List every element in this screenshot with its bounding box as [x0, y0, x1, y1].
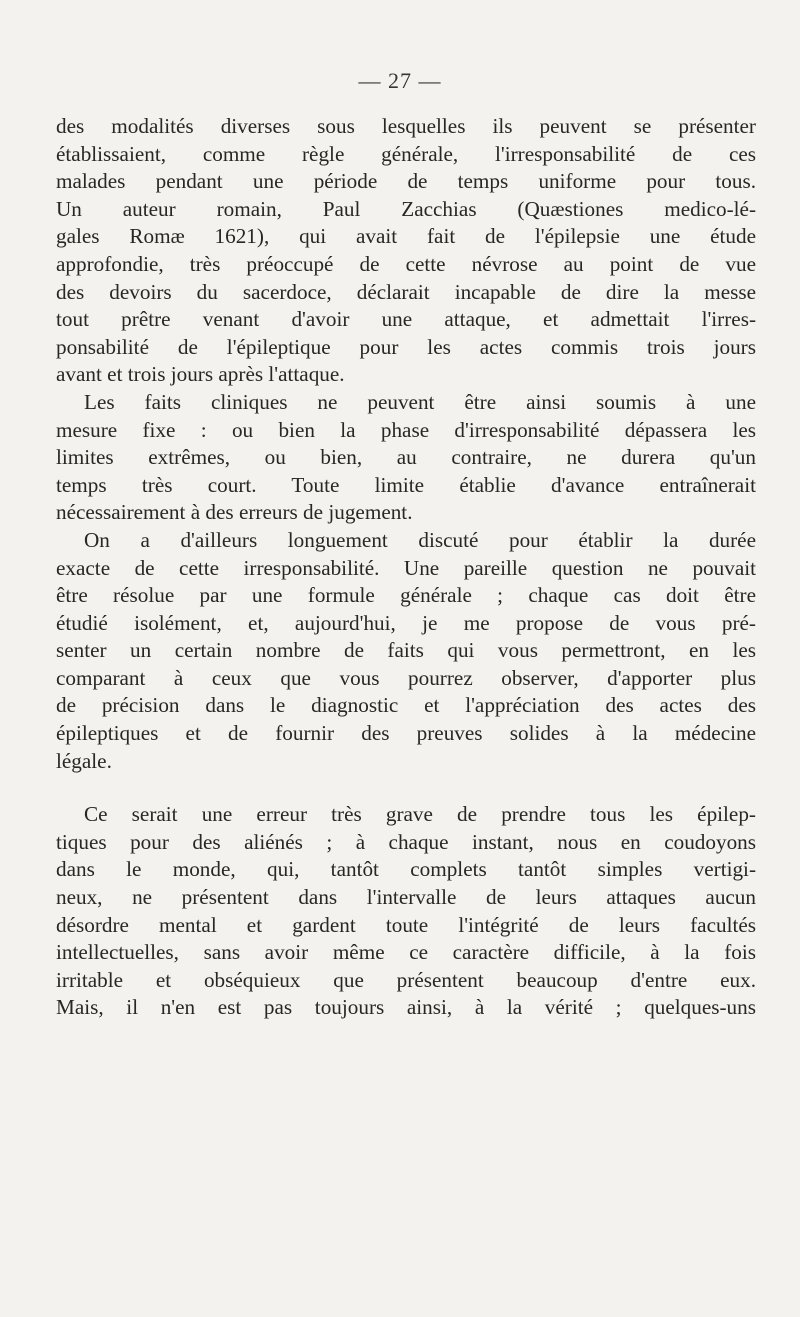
- text-line: des devoirs du sacerdoce, déclarait incapable de dire la messe: [56, 279, 756, 304]
- text-line: mesure fixe : ou bien la phase d'irresponsabilité dépassera les: [56, 417, 756, 442]
- text-line: approfondie, très préoccupé de cette névrose au point de vue: [56, 251, 756, 276]
- text-line: ponsabilité de l'épileptique pour les actes commis trois jours: [56, 334, 756, 359]
- text-line: légale.: [56, 748, 112, 773]
- paragraph-4: [56, 801, 756, 1022]
- text-line: avant et trois jours après l'attaque.: [56, 362, 345, 387]
- text-line: épileptiques et de fournir des preuves solides à la médecine: [56, 721, 756, 746]
- text-line: limites extrêmes, ou bien, au contraire, ne durera qu'un: [56, 445, 756, 470]
- text-line: comparant à ceux que vous pourrez observer, d'apporter plus: [56, 665, 756, 690]
- text-line: désordre mental et gardent toute l'intégrité de leurs facultés: [56, 912, 756, 937]
- text-line: étudié isolément, et, aujourd'hui, je me propose de vous pré-: [56, 610, 756, 635]
- text-line: dans le monde, qui, tantôt complets tantôt simples vertigi-: [56, 857, 756, 882]
- body-text: [56, 113, 756, 1022]
- text-line: Un auteur romain, Paul Zacchias (Quæstiones medico-lé-: [56, 196, 756, 221]
- text-line: gales Romæ 1621), qui avait fait de l'épilepsie une étude: [56, 224, 756, 249]
- text-line: tout prêtre venant d'avoir une attaque, et admettait l'irres-: [56, 307, 756, 332]
- text-line: neux, ne présentent dans l'intervalle de leurs attaques aucun: [56, 885, 756, 910]
- text-line: intellectuelles, sans avoir même ce caractère difficile, à la fois: [56, 940, 756, 965]
- text-line: des modalités diverses sous lesquelles ils peuvent se présenter: [56, 114, 756, 138]
- text-line: être résolue par une formule générale ; chaque cas doit être: [56, 583, 756, 608]
- text-line: Mais, il n'en est pas toujours ainsi, à la vérité ; quelques-uns: [56, 995, 756, 1020]
- text-line: senter un certain nombre de faits qui vous permettront, en les: [56, 638, 756, 663]
- text-line: On a d'ailleurs longuement discuté pour établir la durée: [84, 527, 756, 552]
- paragraph-gap: [56, 775, 756, 801]
- text-line: nécessairement à des erreurs de jugement.: [56, 500, 413, 525]
- text-line: Ce serait une erreur très grave de prendre tous les épilep-: [84, 802, 756, 827]
- paragraph-2: [56, 389, 756, 527]
- text-line: tiques pour des aliénés ; à chaque instant, nous en coudoyons: [56, 829, 756, 854]
- text-line: établissaient, comme règle générale, l'irresponsabilité de ces: [56, 141, 756, 166]
- paragraph-3: [56, 527, 756, 775]
- text-line: de précision dans le diagnostic et l'appréciation des actes des: [56, 693, 756, 718]
- text-line: irritable et obséquieux que présentent beaucoup d'entre eux.: [56, 967, 756, 992]
- paragraph-1: [56, 113, 756, 389]
- page-number: — 27 —: [358, 68, 442, 93]
- text-line: malades pendant une période de temps uniforme pour tous.: [56, 169, 756, 194]
- text-line: exacte de cette irresponsabilité. Une pareille question ne pouvait: [56, 555, 756, 580]
- text-line: Les faits cliniques ne peuvent être ainsi soumis à une: [84, 389, 756, 414]
- text-line: temps très court. Toute limite établie d'avance entraînerait: [56, 472, 756, 497]
